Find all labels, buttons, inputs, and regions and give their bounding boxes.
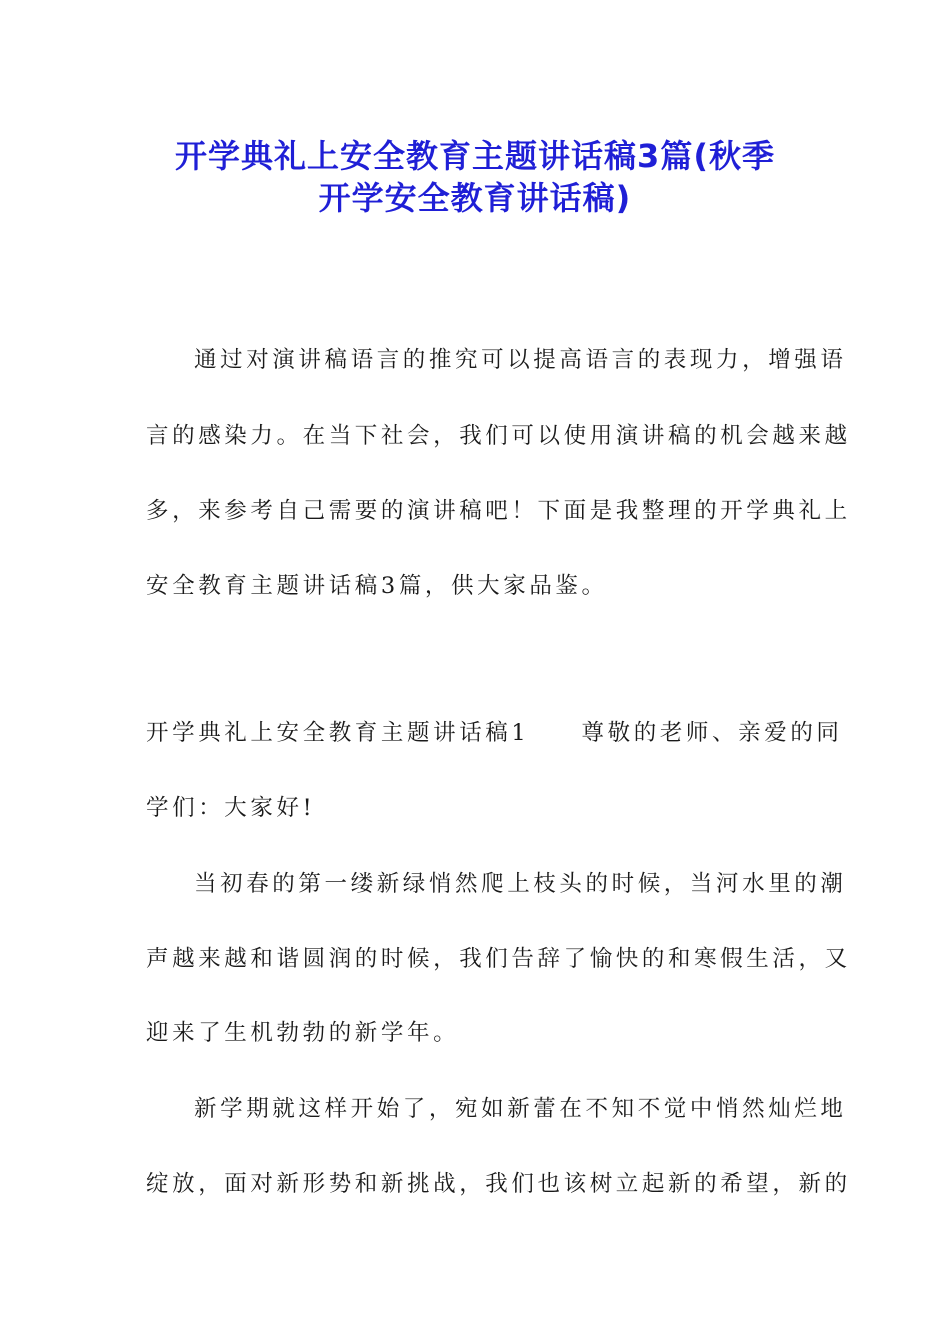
intro-paragraph-line: 安全教育主题讲话稿3篇，供大家品鉴。	[146, 573, 608, 599]
intro-paragraph-line: 多，来参考自己需要的演讲稿吧！下面是我整理的开学典礼上	[146, 498, 851, 524]
paragraph-line: 新学期就这样开始了，宛如新蕾在不知不觉中悄然灿烂地	[194, 1096, 847, 1122]
paragraph-line: 当初春的第一缕新绿悄然爬上枝头的时候，当河水里的潮	[194, 871, 847, 897]
document-title-line-1: 开学典礼上安全教育主题讲话稿3篇(秋季	[175, 137, 775, 175]
speech-heading-line: 开学典礼上安全教育主题讲话稿1 尊敬的老师、亲爱的同	[146, 720, 843, 746]
greeting-line: 学们：大家好!	[146, 795, 316, 821]
paragraph-line: 声越来越和谐圆润的时候，我们告辞了愉快的和寒假生活，又	[146, 946, 851, 972]
intro-paragraph-line: 通过对演讲稿语言的推究可以提高语言的表现力，增强语	[194, 347, 847, 373]
intro-paragraph-line: 言的感染力。在当下社会，我们可以使用演讲稿的机会越来越	[146, 423, 851, 449]
document-title-line-2: 开学安全教育讲话稿)	[318, 179, 632, 217]
paragraph-line: 绽放，面对新形势和新挑战，我们也该树立起新的希望，新的	[146, 1171, 851, 1197]
paragraph-line: 迎来了生机勃勃的新学年。	[146, 1020, 460, 1046]
